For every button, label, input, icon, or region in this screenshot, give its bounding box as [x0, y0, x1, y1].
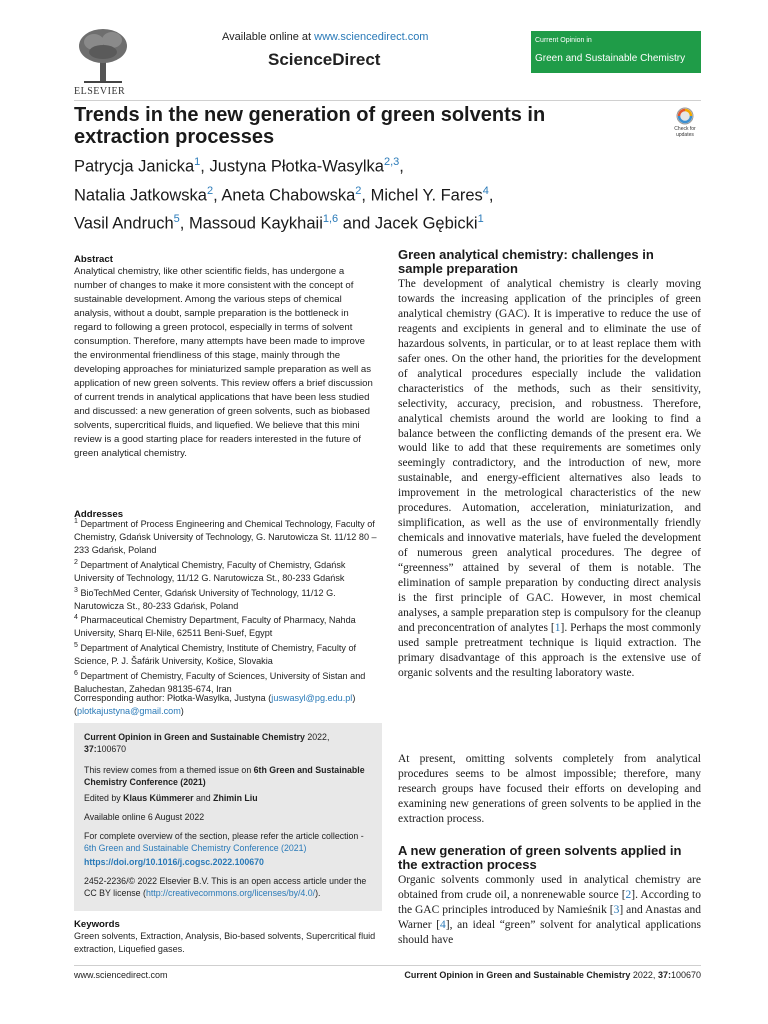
- license: [84, 875, 374, 900]
- edited-prefix: Edited by: [84, 793, 124, 803]
- tree-icon: [74, 26, 132, 84]
- footer-journal: Current Opinion in Green and Sustainable Chemistry: [404, 970, 631, 980]
- affiliation-ref[interactable]: 5: [173, 213, 180, 225]
- address-number: 6: [74, 670, 78, 678]
- citation-link[interactable]: 3: [613, 903, 620, 916]
- abstract-text: Analytical chemistry, like other scientific fields, has undergone a number of changes to make it more consistent with the concept of sustainable development. Among the various steps of chemical analysis, without a doubt, sample preparation is the bottleneck in regard to following a green protocol, especially in terms of solvent consumption. Therefore, many attempts have been made to improve the environmental friendliness of this stage, mainly through the developing approaches for miniaturized sample preparation as well as application of new green solvents. This review offers a brief discussion of current trends in analytical applications that have been less studied and discussed: a new generation of green solvents, such as biobased solvents, supercritical fluids, and liquefied. We believe that this mini review is a good starting place for readers interested in the future of green analytical chemistry.: [74, 266, 373, 459]
- keywords-text: Green solvents, Extraction, Analysis, Bio-based solvents, Supercritical fluid extraction, Liquefied gases.: [74, 931, 376, 954]
- corresponding-mid: ): [352, 693, 356, 703]
- editor-and: and: [193, 793, 214, 803]
- affiliation-ref[interactable]: 2: [206, 184, 214, 197]
- available-prefix: Available online at: [222, 31, 315, 43]
- journal-banner-small: Current Opinion in: [535, 37, 592, 44]
- author-name: Patrycja Janicka: [74, 157, 195, 176]
- corresponding-prefix: Corresponding author: Płotka-Wasylka, Justyna (: [74, 693, 272, 703]
- address-number: 5: [74, 642, 78, 650]
- section-heading: Green analytical chemistry: challenges in sample preparation: [398, 247, 654, 276]
- themed-issue-name: 6th Green and Sustainable Chemistry Conference (2021): [84, 765, 365, 788]
- paragraph-text: ], an ideal “green” solvent for analytical applications should have: [398, 918, 701, 946]
- affiliation-ref[interactable]: 2: [355, 184, 362, 197]
- address-text: Department of Process Engineering and Chemical Technology, Faculty of Chemistry, Gdańsk University of Technology, G. Narutowicza St. 11/12 80 – 233 Gdańsk, Poland: [74, 519, 377, 555]
- paragraph-text: Organic solvents commonly used in analytical chemistry are obtained from crude oil, a nonrenewable source [: [398, 874, 701, 901]
- address-item: [74, 612, 379, 640]
- available-online-date: Available online 6 August 2022: [84, 812, 205, 822]
- author-and: and: [342, 214, 371, 233]
- corresponding-author: Corresponding author: Płotka-Wasylka, Justyna (juswasyl@pg.edu.pl) (plotkajustyna@gmail.com): [74, 693, 356, 716]
- overview-prefix: For complete overview of the section, please refer the article collection -: [84, 831, 364, 841]
- available-online: [222, 31, 428, 43]
- affiliation-ref[interactable]: 1: [194, 156, 201, 168]
- author-list: Patrycja Janicka$^1$, Justyna Płotka-Wasylka$^{2,3}$, Natalia Jatkowska$^2$, Aneta Chabowska$^2$, Michel Y. Fares$^4$, Vasil Andruch$^5$, Massoud Kaykhaii$^{1,6}$ and Jacek Gębicki$^1$: [74, 156, 494, 233]
- body-paragraph: At present, omitting solvents completely from analytical procedures seems to be almost impossible; therefore, many research groups have focused their efforts on developing and examining new generations of green solvents to be applied in the extraction process.: [398, 753, 701, 825]
- address-item: [74, 585, 379, 613]
- sciencedirect-brand: ScienceDirect: [268, 50, 381, 69]
- address-text: Department of Analytical Chemistry, Institute of Chemistry, Faculty of Science, P. J. Šafárik University, Košice, Slovakia: [74, 643, 357, 667]
- keywords-heading: Keywords: [74, 919, 120, 930]
- footer-citation: [404, 970, 701, 980]
- article-title: Trends in the new generation of green solvents in extraction processes: [74, 104, 546, 148]
- check-updates-icon: [670, 106, 700, 126]
- email-link[interactable]: plotkajustyna@gmail.com: [77, 706, 181, 716]
- section-overview: [84, 830, 374, 855]
- author-name: Natalia Jatkowska: [74, 186, 207, 204]
- affiliation-ref[interactable]: 4: [482, 184, 489, 197]
- paragraph-text: The development of analytical chemistry is clearly moving towards the increasing application of the principles of green analytical chemistry (GAC). It is imperative to reduce the use of reagents and excipients in general and to eliminate the use of hazardous solvents, in particular, or to at least replace them with safer ones. On the other hand, the priorities for the development of analytical procedures especially include the validation characteristics of the methods, such as their sensitivity, selectivity, accuracy, precision, and robustness. Therefore, analytical chemists around the world are looking to find a balance between the conflicting demands of the present era. We would like to add that these requirements are sometimes only seemingly contradictory, and the introduction of new, more sustainable, and energy-efficient alternatives also leads to improvement in the metrological characteristics of the new procedures. Automation, acceleration, miniaturization, and simplification, as well as the use of environmentally friendly chemicals and innovative materials, have fueled the development of numerous green analytical procedures. The degree of “greenness” attained by several of them is notable. The elimination of sample preparation by conducting direct analysis is the first principle of GAC. However, in most chemical analyses, a sample preparation step is compulsory for the cleanup and preconcentration of analytes [: [398, 278, 701, 634]
- check-for-updates-badge[interactable]: [670, 106, 700, 138]
- themed-prefix: This review comes from a themed issue on: [84, 765, 254, 775]
- journal-banner-title: Green and Sustainable Chemistry: [535, 53, 686, 64]
- footer-divider: [74, 965, 701, 966]
- publisher-name: ELSEVIER: [74, 86, 126, 97]
- author-name: Massoud Kaykhaii: [188, 214, 323, 233]
- section-heading: A new generation of green solvents applied in the extraction process: [398, 843, 682, 872]
- paragraph-text: ] and Anastas and Warner [: [398, 903, 701, 931]
- author-name: Justyna Płotka-Wasylka: [209, 157, 384, 176]
- addresses-list: [74, 516, 379, 696]
- abstract-heading: Abstract: [74, 254, 113, 265]
- sciencedirect-link[interactable]: www.sciencedirect.com: [314, 31, 429, 43]
- author-name: Michel Y. Fares: [370, 186, 483, 204]
- journal-year: 2022,: [304, 732, 330, 742]
- doi: [84, 856, 374, 868]
- body-paragraph: [398, 873, 701, 948]
- paragraph-text: ]. According to the GAC principles introduced by Namieśnik [: [398, 888, 701, 916]
- footer-volume: 37:: [657, 970, 671, 980]
- editor-name: Klaus Kümmerer: [123, 793, 194, 803]
- editor-name: Zhimin Liu: [213, 793, 258, 803]
- address-item: [74, 557, 379, 585]
- address-text: BioTechMed Center, Gdańsk University of Technology, 11/12 G. Narutowicza St., 80-233 Gdańsk, Poland: [74, 587, 336, 611]
- journal-citation: [84, 731, 374, 756]
- header-divider: [74, 100, 701, 101]
- article-info-box: [74, 723, 382, 911]
- footer-website[interactable]: www.sciencedirect.com: [74, 970, 168, 980]
- check-updates-label: Check for updates: [674, 126, 696, 138]
- editors: [84, 792, 374, 804]
- address-text: Department of Analytical Chemistry, Faculty of Chemistry, Gdańsk University of Technology, 11/12 G. Narutowicza St., 80-233 Gdańsk: [74, 559, 346, 583]
- citation-link[interactable]: 4: [440, 918, 446, 931]
- license-prefix: 2452-2236/© 2022 Elsevier B.V. This is an open access article under the CC BY license (: [84, 876, 367, 899]
- addresses-heading: Addresses: [74, 509, 124, 520]
- citation-link[interactable]: 1: [554, 621, 561, 634]
- address-number: 2: [74, 558, 78, 566]
- license-suffix: ).: [315, 888, 321, 899]
- address-number: 1: [74, 518, 78, 525]
- paragraph-text: ]. Perhaps the most commonly used sample pretreatment technique is liquid extraction. The primary disadvantage of this approach is the extensive use of organic solvents and the resulting laboratory waste.: [398, 621, 701, 679]
- address-item: [74, 640, 379, 668]
- affiliation-ref[interactable]: 1,6: [322, 213, 339, 225]
- email-link[interactable]: juswasyl@pg.edu.pl: [271, 693, 353, 703]
- journal-volume: 37:: [84, 744, 97, 755]
- footer-article: 100670: [670, 970, 701, 980]
- body-paragraph: [398, 277, 701, 681]
- footer-year: 2022,: [630, 970, 658, 980]
- themed-issue: [84, 764, 374, 789]
- address-number: 3: [74, 586, 78, 594]
- citation-link[interactable]: 2: [625, 888, 632, 901]
- author-name: Jacek Gębicki: [374, 214, 478, 233]
- author-name: Vasil Andruch: [74, 214, 174, 233]
- journal-name: Current Opinion in Green and Sustainable Chemistry: [84, 732, 305, 742]
- license-link[interactable]: http://creativecommons.org/licenses/by/4.0/: [145, 888, 316, 899]
- address-number: 4: [74, 614, 78, 622]
- journal-article-number: 100670: [96, 744, 127, 755]
- affiliation-ref[interactable]: 2,3: [383, 156, 400, 168]
- doi-link[interactable]: https://doi.org/10.1016/j.cogsc.2022.100670: [84, 857, 264, 867]
- collection-link[interactable]: 6th Green and Sustainable Chemistry Conference (2021): [84, 843, 307, 854]
- address-text: Department of Chemistry, Faculty of Sciences, University of Sistan and Baluchestan, Zahedan 98135-674, Iran: [74, 671, 366, 695]
- address-item: [74, 516, 379, 557]
- elsevier-tree-logo: [74, 26, 132, 84]
- journal-banner: [531, 31, 701, 73]
- author-name: Aneta Chabowska: [221, 186, 356, 204]
- affiliation-ref[interactable]: 1: [477, 213, 484, 225]
- address-text: Pharmaceutical Chemistry Department, Faculty of Pharmacy, Nahda University, Sharq El-Nile, 62511 Beni-Suef, Egypt: [74, 615, 356, 639]
